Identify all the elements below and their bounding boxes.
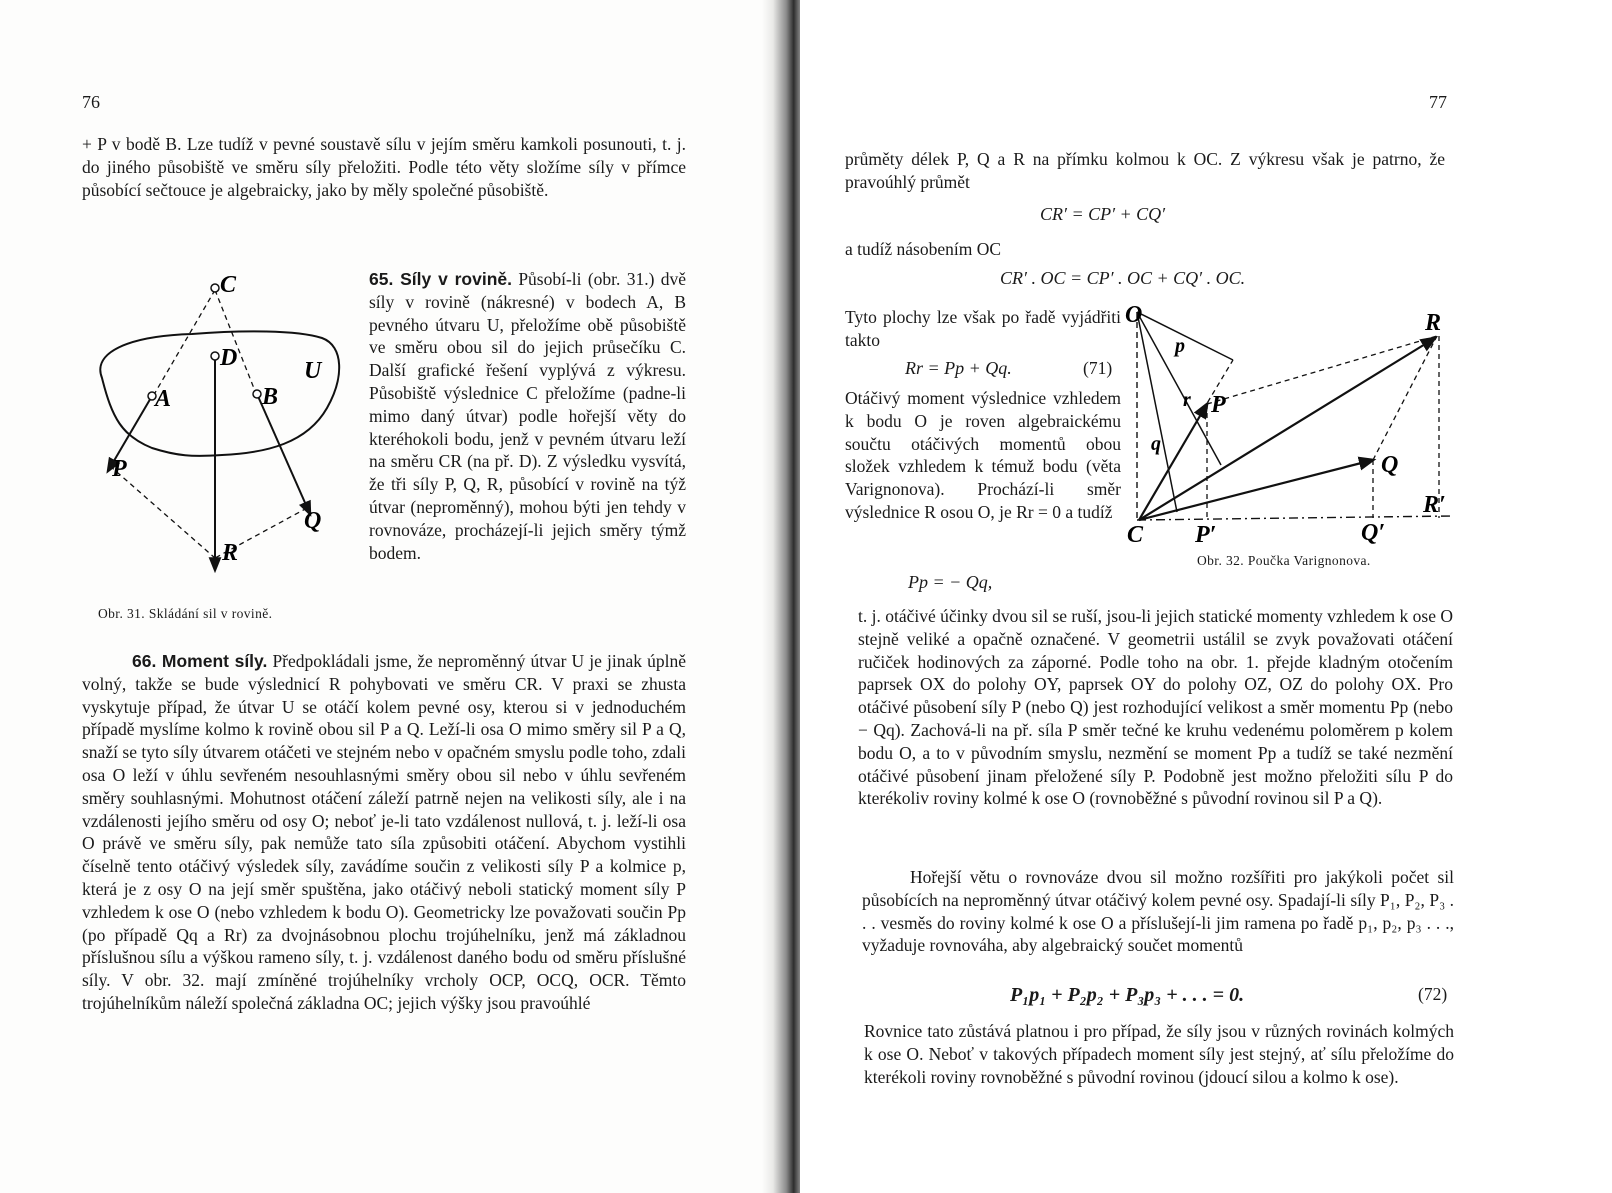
intro-paragraph: + P v bodě B. Lze tudíž v pevné soustavě sílu v jejím směru kamkoli posunouti, t. j. do jiného působiště ve směru síly přeložiti. Podle této věty složíme síly v přímce působící sečtouce je algebraicky, jako by měly společné působiště.	[82, 134, 686, 200]
section-66-heading: 66. Moment síly.	[132, 651, 268, 671]
figure-31	[82, 268, 352, 603]
right-main-paragraph-1: t. j. otáčivé účinky dvou sil se ruší, jsou-li jejich statické momenty vzhledem k ose O stejně veliké a opačně označené. V geometrii ustálil se zvyk považovati otáčení ručiček hodinových za záporné. Podle toho na obr. 1. přejde kladným otočením paprsek OX do polohy OY, paprsek OY do polohy OZ, OZ do polohy OX. Pro otáčivé působení síly P (nebo Q) jest rozhodující velikost a směr momentu Pp (nebo − Qq). Zachová-li na př. síla P směr tečné ke kruhu vedenému poloměrem p kolem bodu O, a to v původním smyslu, nezmění se moment Pp a tudíž se také nezmění otáčivé působení jinam přeložené síly P. Podobně jest možno přeložiti sílu P do kterékoliv roviny kolmé k ose O (rovnoběžné s původní rovinou sil P a Q).	[858, 606, 1453, 809]
figure-31-caption: Obr. 31. Skládání sil v rovině.	[98, 606, 273, 621]
equation-pp-qq: Pp = − Qq,	[908, 572, 993, 592]
label-q-prime: Q′	[1361, 520, 1386, 546]
equation-cr-projection: CR′ = CP′ + CQ′	[1040, 204, 1166, 224]
label-p-big: P	[1211, 392, 1226, 418]
label-u: U	[304, 358, 322, 384]
equation-cr-oc: CR′ . OC = CP′ . OC + CQ′ . OC.	[1000, 268, 1246, 288]
line-o-foot-p	[1137, 312, 1233, 360]
label-c: C	[220, 272, 237, 298]
vector-p-arrow	[1139, 404, 1207, 520]
page-number-left: 76	[82, 92, 100, 112]
label-d: D	[220, 345, 238, 371]
section-65-text: Působí-li (obr. 31.) dvě síly v rovině (nákresné) v bodech A, B pevného útvaru U, přeložíme obě působiště ve směru obou sil do jejich průsečíku C. Další grafické řešení vyplývá z výkresu. Působiště výslednice C přeložíme (padne-li mimo daný útvar) podle hořejší věty do kteréhokoli bodu, jenž v pevném útvaru leží na směru CR (na př. D). Z výsledku vysvítá, že tři síly P, Q, R, působící v rovině na týž útvar (neproměnný), mohou býti jen tehdy v rovnováze, procházejí-li jejich směry týmž bodem.	[369, 269, 687, 563]
label-p-prime: P′	[1195, 522, 1217, 548]
right-main-paragraph-3: Rovnice tato zůstává platnou i pro případ, že síly jsou v různých rovinách kolmých k ose O. Neboť v takových případech moment síly jest stejný, ať sílu přeložíme do kterékoli roviny rovnoběžné s původní rovinou (jdoucí silou a kolmo k ose).	[864, 1021, 1454, 1087]
right-page	[800, 0, 1612, 1193]
dashed-line-cb	[215, 290, 257, 396]
side-paragraph-1: Tyto plochy lze však po řadě vyjádřiti takto	[845, 307, 1121, 350]
equation-71-number: (71)	[1083, 358, 1113, 378]
right-main-paragraph-2: Hořejší větu o rovnováze dvou sil možno rozšířiti pro jakýkoli počet sil působících na neproměnný útvar otáčivý kolem pevné osy. Spadají-li síly P₁, P₂, P₃ . . . vesměs do roviny kolmé k ose O a příslušejí-li jim ramena po řadě p₁, p₂, p₃ . . ., vyžaduje rovnováha, aby algebraický součet momentů	[862, 867, 1454, 956]
right-top-paragraph: průměty délek P, Q a R na přímku kolmou k OC. Z výkresu však je patrno, že pravoúhlý průmět	[845, 149, 1445, 192]
side-paragraph-2: Otáčivý moment výslednice vzhledem k bodu O je roven algebraickému součtu otáčivých momentů obou složek vzhledem k témuž bodu (věta Varignonova). Prochází-li směr výslednice R osou O, je Rr = 0 a tudíž	[845, 388, 1121, 522]
section-65-heading: 65. Síly v rovině.	[369, 269, 512, 289]
label-p: P	[112, 456, 127, 482]
force-q-arrow	[257, 394, 310, 514]
label-r-big: R	[1425, 310, 1442, 336]
label-p-small: p	[1175, 335, 1185, 357]
dashed-line-ca	[152, 290, 215, 398]
parallel-p-r	[1207, 336, 1437, 404]
vector-q-arrow	[1139, 460, 1373, 520]
label-o: O	[1125, 302, 1143, 328]
vector-r-arrow	[1139, 338, 1435, 520]
parallel-q-r	[1373, 336, 1437, 460]
equation-71: Rr = Pp + Qq.	[905, 358, 1012, 378]
point-d	[211, 352, 219, 360]
label-c: C	[1127, 522, 1144, 548]
line-o-foot-q	[1137, 312, 1177, 512]
label-r-prime: R′	[1423, 492, 1446, 518]
label-q: Q	[304, 508, 322, 534]
label-q-small: q	[1151, 433, 1161, 455]
equation-72-number: (72)	[1418, 984, 1448, 1004]
section-65-paragraph	[369, 268, 686, 564]
base-line	[1137, 516, 1451, 520]
section-66-paragraph	[82, 650, 686, 1015]
left-page	[0, 0, 800, 1193]
figure-32-caption: Obr. 32. Poučka Varignonova.	[1197, 553, 1371, 568]
figure-32	[1125, 300, 1455, 550]
equation-72: P₁p₁ + P₂p₂ + P₃p₃ + . . . = 0.	[1010, 984, 1245, 1006]
multiplication-note: a tudíž násobením OC	[845, 239, 1002, 259]
label-q-big: Q	[1381, 452, 1399, 478]
label-a: A	[155, 386, 172, 412]
page-number-right: 77	[1429, 92, 1447, 112]
label-r-small: r	[1183, 389, 1191, 411]
point-b	[253, 390, 261, 398]
section-66-text: Předpokládali jsme, že neproměnný útvar U je jinak úplně volný, takže se bude výslednicí R pohybovati ve směru CR. V praxi se zhusta vyskytuje případ, že útvar U se otáčí kolem pevné osy, kterou si v jednoduchém případě myslíme kolmo k rovině obou sil P a Q. Leží-li osa O mimo směry sil P a Q, snaží se tyto síly útvarem otáčeti ve stejném nebo v opačném smyslu podle toho, zdali osa O leží v úhlu sevřeném nesouhlasnými směry obou sil nebo v úhlu sevřeném směry souhlasnými. Mohutnost otáčení záleží patrně nejen na velikosti síly, ale i na vzdálenosti jejího směru od osy O; neboť je-li tato vzdálenost nullová, t. j. leží-li osa O právě ve směru síly, pak nemůže tato síla způsobiti otáčení. Abychom vystihli číselně tento otáčivý výsledek síly, zavádíme součin z velikosti síly P a kolmice p, která je z osy O na její směr spuštěna, jako otáčivý neboli statický moment síly P vzhledem k ose O (nebo vzhledem k bodu O). Geometricky lze považovati součin Pp (po případě Qq a Rr) za dvojnásobnou plochu trojúhelníku, jenž má základnou příslušnou sílu a výškou rameno síly, t. j. vzdálenost daného bodu od směru příslušné síly. V obr. 32. mají zmíněné trojúhelníky vrcholy OCP, OCQ, OCR. Těmto trojúhelníkům náleží společná základna OC; jejich výšky jsou pravoúhlé	[82, 651, 687, 1013]
point-c	[211, 284, 219, 292]
label-r: R	[222, 540, 239, 566]
label-b: B	[262, 384, 279, 410]
